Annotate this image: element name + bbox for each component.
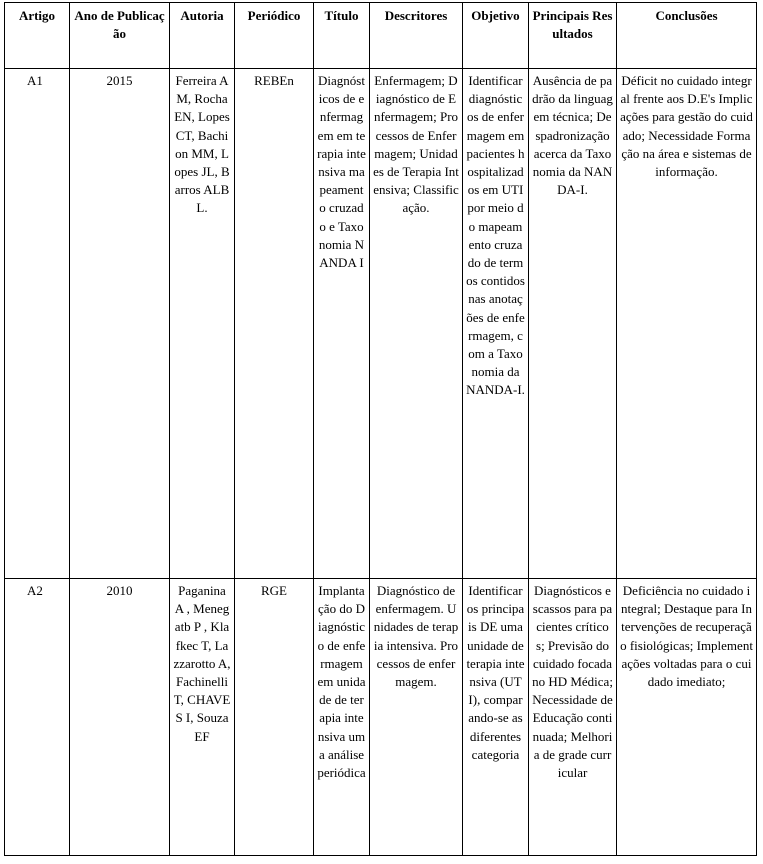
column-header-artigo: Artigo [5,3,70,69]
cell-artigo: A1 [5,69,70,579]
cell-artigo: A2 [5,579,70,856]
column-header-ano: Ano de Publicação [70,3,170,69]
cell-titulo: Implantação do Diagnóstico de enfermagem em unidade de terapia intensiva uma análise periódica [314,579,370,856]
cell-objetivo: Identificar diagnósticos de enfermagem em pacientes hospitalizados em UTI por meio do mapeamento cruzado de termos contidos nas anotações de enfermagem, com a Taxonomia da NANDA-I. [463,69,529,579]
cell-periodico: RGE [235,579,314,856]
cell-ano: 2015 [70,69,170,579]
cell-descritores: Enfermagem; Diagnóstico de Enfermagem; Processos de Enfermagem; Unidades de Terapia Intensiva; Classificação. [370,69,463,579]
cell-ano: 2010 [70,579,170,856]
cell-resultados: Ausência de padrão da linguagem técnica; Despadronização acerca da Taxonomia da NANDA-I. [529,69,617,579]
table-row [5,69,757,579]
cell-conclusoes: Deficiência no cuidado integral; Destaque para Intervenções de recuperação fisiológicas; Implementações voltadas para o cuidado imediato; [617,579,757,856]
literature-review-table-container [4,2,756,854]
cell-titulo: Diagnósticos de enfermagem em terapia intensiva mapeamento cruzado e Taxonomia NANDA I [314,69,370,579]
column-header-objetivo: Objetivo [463,3,529,69]
column-header-periodico: Periódico [235,3,314,69]
cell-conclusoes: Déficit no cuidado integral frente aos D.E's Implicações para gestão do cuidado; Necessidade Formação na área e sistemas de informação. [617,69,757,579]
column-header-descritores: Descritores [370,3,463,69]
literature-review-table [4,2,757,856]
cell-autoria: Paganina A , Menegatb P , Klafkec T, Lazzarotto A, Fachinelli T, CHAVES I, Souza EF [170,579,235,856]
table-row [5,579,757,856]
cell-autoria: Ferreira AM, Rocha EN, Lopes CT, Bachion MM, Lopes JL, Barros ALBL. [170,69,235,579]
column-header-titulo: Título [314,3,370,69]
cell-descritores: Diagnóstico de enfermagem. Unidades de terapia intensiva. Processos de enfermagem. [370,579,463,856]
cell-periodico: REBEn [235,69,314,579]
column-header-conclusoes: Conclusões [617,3,757,69]
cell-resultados: Diagnósticos escassos para pacientes críticos; Previsão do cuidado focada no HD Médica; Necessidade de Educação continuada; Melhoria de grade curricular [529,579,617,856]
cell-objetivo: Identificar os principais DE uma unidade de terapia intensiva (UTI), comparando-se as diferentes categoria [463,579,529,856]
header-row [5,3,757,69]
column-header-autoria: Autoria [170,3,235,69]
column-header-resultados: Principais Resultados [529,3,617,69]
